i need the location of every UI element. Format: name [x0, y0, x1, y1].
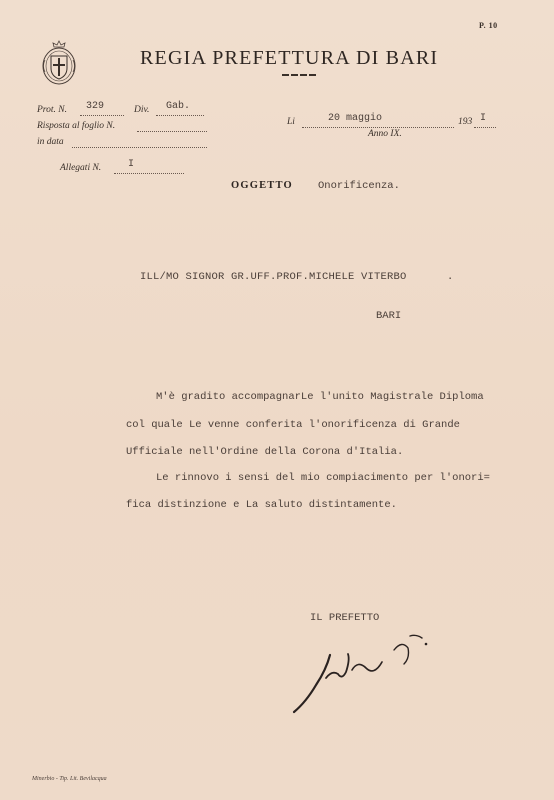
page-number: P. 10: [479, 21, 498, 30]
year-suffix: I: [480, 113, 487, 124]
anno-label: Anno IX.: [368, 129, 402, 139]
recipient-punct: .: [447, 271, 454, 283]
royal-crest-icon: [38, 38, 80, 88]
prot-label: Prot. N.: [37, 105, 67, 115]
title-ornament: [282, 74, 316, 77]
body-line: col quale Le venne conferita l'onorificenza di Grande: [126, 419, 460, 431]
prot-underline: [80, 115, 124, 116]
risposta-underline: [137, 131, 207, 132]
oggetto-value: Onorificenza.: [318, 180, 400, 192]
div-label: Div.: [134, 105, 150, 115]
year-prefix: 193: [458, 117, 473, 127]
in-data-underline: [72, 147, 207, 148]
recipient-city: BARI: [376, 310, 402, 322]
body-line: fica distinzione e La saluto distintamente.: [126, 499, 397, 511]
div-value: Gab.: [166, 101, 191, 112]
body-line: Le rinnovo i sensi del mio compiacimento per l'onori=: [156, 472, 490, 484]
allegati-value: I: [128, 159, 135, 170]
allegati-underline: [114, 173, 184, 174]
li-label: Li: [287, 117, 295, 127]
letterhead-title: REGIA PREFETTURA DI BARI: [140, 47, 439, 69]
in-data-label: in data: [37, 137, 64, 147]
allegati-label: Allegati N.: [60, 163, 102, 173]
risposta-label: Risposta al foglio N.: [37, 121, 116, 131]
body-line: M'è gradito accompagnarLe l'unito Magistrale Diploma: [156, 391, 484, 403]
body-line: Ufficiale nell'Ordine della Corona d'Italia.: [126, 446, 404, 458]
oggetto-label: OGGETTO: [231, 180, 293, 191]
date-underline: [302, 127, 454, 128]
signer-title: IL PREFETTO: [310, 612, 380, 624]
handwritten-signature: [286, 630, 436, 720]
prot-value: 329: [86, 101, 105, 112]
date-value: 20 maggio: [328, 113, 383, 124]
year-underline: [474, 127, 496, 128]
div-underline: [156, 115, 204, 116]
printer-footer: Minerbio - Tip. Lit. Bevilacqua: [32, 776, 107, 782]
recipient-name: ILL/MO SIGNOR GR.UFF.PROF.MICHELE VITERBO: [140, 271, 407, 283]
